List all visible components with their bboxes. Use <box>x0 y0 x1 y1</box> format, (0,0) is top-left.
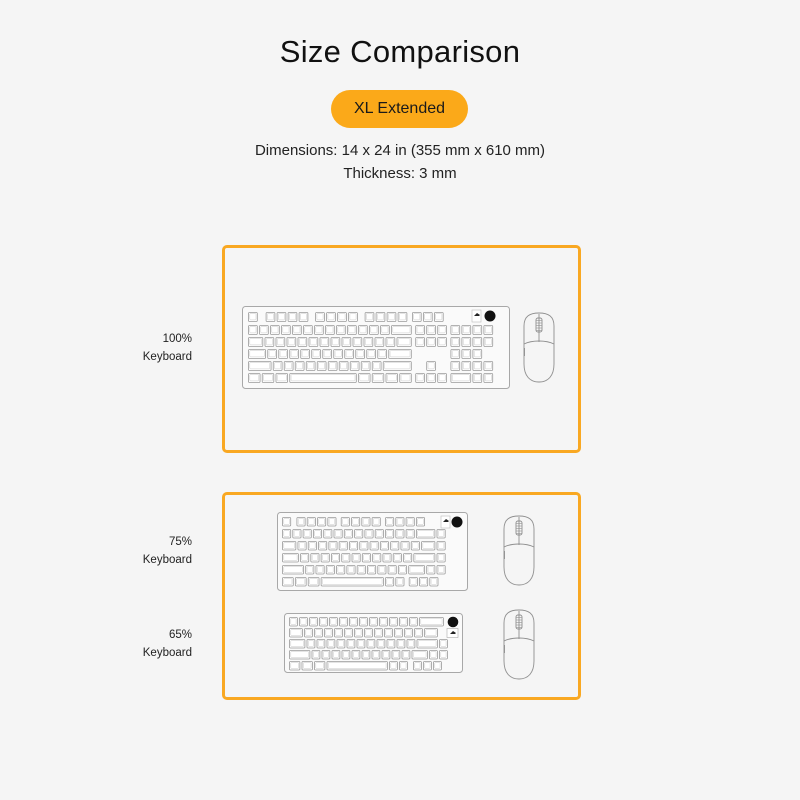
label-65-keyboard <box>112 626 192 662</box>
keyboard-100-icon <box>242 306 512 390</box>
label-size: 100% <box>162 333 192 345</box>
label-75-keyboard <box>112 533 192 569</box>
dimensions-text: Dimensions: 14 x 24 in (355 mm x 610 mm) <box>254 142 546 159</box>
thickness-text: Thickness: 3 mm <box>343 165 457 182</box>
label-100-keyboard <box>112 330 192 366</box>
label-type: Keyboard <box>142 351 192 363</box>
size-badge[interactable]: XL Extended <box>331 90 468 128</box>
label-size: 65% <box>168 629 192 641</box>
mouse-icon <box>500 609 538 681</box>
keyboard-65-icon <box>284 613 464 674</box>
keyboard-75-icon <box>277 512 470 592</box>
label-type: Keyboard <box>142 647 192 659</box>
mouse-icon <box>520 312 558 384</box>
page-title: Size Comparison <box>279 34 521 69</box>
mouse-icon <box>500 515 538 587</box>
label-size: 75% <box>168 536 192 548</box>
label-type: Keyboard <box>142 554 192 566</box>
